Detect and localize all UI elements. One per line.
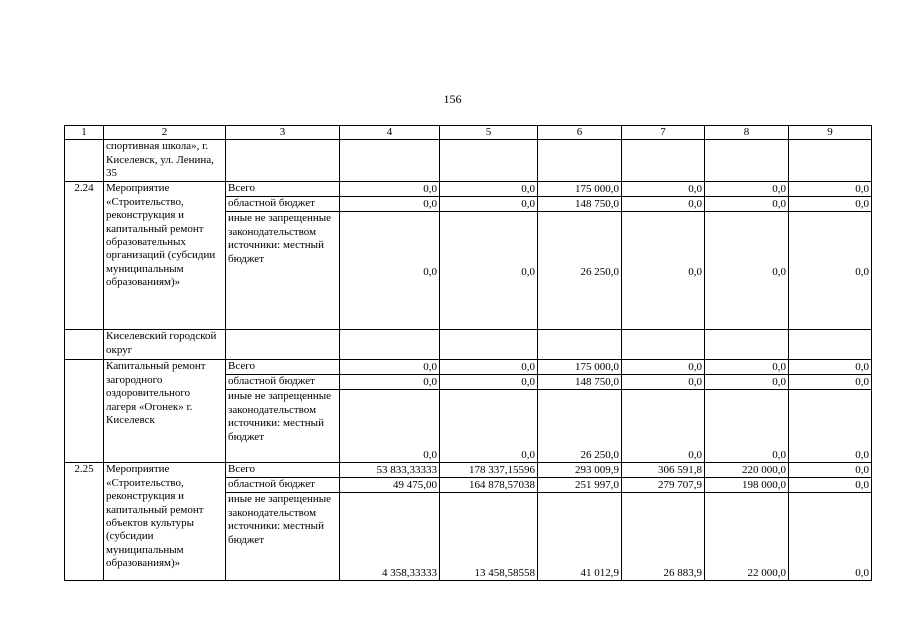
value-cell: 0,0 [705,212,789,330]
table-row [65,140,872,182]
funding-source-cell: Всего [226,360,340,375]
value-cell: 0,0 [340,390,440,463]
value-cell: 22 000,0 [705,493,789,581]
value-cell: 0,0 [789,375,872,390]
value-cell: 178 337,15596 [440,463,538,478]
value-cell: 251 997,0 [538,478,622,493]
value-cell: 0,0 [705,197,789,212]
value-cell: 0,0 [789,493,872,581]
table-cell [789,140,872,182]
budget-table [64,125,872,581]
value-cell: 279 707,9 [622,478,705,493]
value-cell: 0,0 [789,463,872,478]
value-cell: 293 009,9 [538,463,622,478]
funding-source-cell: иные не запрещенные законодательством источники: местный бюджет [226,390,340,463]
value-cell: 49 475,00 [340,478,440,493]
value-cell: 0,0 [340,182,440,197]
header-cell: 6 [538,126,622,140]
value-cell: 0,0 [340,197,440,212]
item-name-cell: Мероприятие «Строительство, реконструкция и капитальный ремонт объектов культуры (субсидии муниципальным образованиям)» [104,463,226,581]
index-cell [65,360,104,463]
table-cell [538,140,622,182]
index-cell: 2.25 [65,463,104,581]
value-cell: 0,0 [440,182,538,197]
header-cell: 7 [622,126,705,140]
value-cell: 4 358,33333 [340,493,440,581]
item-name-cell: Киселевский городской округ [104,330,226,360]
value-cell: 0,0 [789,478,872,493]
value-cell: 0,0 [440,390,538,463]
value-cell: 0,0 [622,375,705,390]
table-cell [538,330,622,360]
table-cell [705,330,789,360]
header-cell: 5 [440,126,538,140]
value-cell: 0,0 [705,375,789,390]
value-cell: 26 250,0 [538,390,622,463]
value-cell: 0,0 [340,360,440,375]
value-cell: 0,0 [440,360,538,375]
value-cell: 220 000,0 [705,463,789,478]
header-cell: 3 [226,126,340,140]
value-cell: 26 883,9 [622,493,705,581]
value-cell: 0,0 [440,197,538,212]
header-cell: 1 [65,126,104,140]
value-cell: 0,0 [622,197,705,212]
table-cell [622,140,705,182]
value-cell: 0,0 [440,212,538,330]
value-cell: 0,0 [440,375,538,390]
table-cell [440,140,538,182]
funding-source-cell: областной бюджет [226,375,340,390]
table-cell [705,140,789,182]
table-row [65,330,872,360]
funding-source-cell: Всего [226,182,340,197]
value-cell: 0,0 [789,390,872,463]
value-cell: 198 000,0 [705,478,789,493]
value-cell: 148 750,0 [538,197,622,212]
value-cell: 0,0 [705,360,789,375]
table-cell [226,330,340,360]
value-cell: 13 458,58558 [440,493,538,581]
value-cell: 0,0 [340,375,440,390]
value-cell: 0,0 [622,182,705,197]
table-row [65,360,872,375]
table-cell [440,330,538,360]
value-cell: 0,0 [622,390,705,463]
value-cell: 41 012,9 [538,493,622,581]
value-cell: 175 000,0 [538,182,622,197]
header-cell: 9 [789,126,872,140]
index-cell: 2.24 [65,182,104,330]
value-cell: 0,0 [789,212,872,330]
value-cell: 175 000,0 [538,360,622,375]
funding-source-cell: Всего [226,463,340,478]
index-cell [65,140,104,182]
table-cell [226,140,340,182]
funding-source-cell: иные не запрещенные законодательством источники: местный бюджет [226,493,340,581]
item-name-cell: Мероприятие «Строительство, реконструкция и капитальный ремонт образовательных организаций (субсидии муниципальным образованиям)» [104,182,226,330]
table-row [65,463,872,478]
value-cell: 0,0 [622,360,705,375]
value-cell: 0,0 [705,390,789,463]
funding-source-cell: областной бюджет [226,197,340,212]
value-cell: 0,0 [340,212,440,330]
value-cell: 53 833,33333 [340,463,440,478]
value-cell: 0,0 [789,182,872,197]
header-row [65,126,872,140]
table-cell [340,330,440,360]
index-cell [65,330,104,360]
table-cell [789,330,872,360]
header-cell: 8 [705,126,789,140]
funding-source-cell: иные не запрещенные законодательством источники: местный бюджет [226,212,340,330]
value-cell: 148 750,0 [538,375,622,390]
funding-source-cell: областной бюджет [226,478,340,493]
page-number: 156 [443,92,462,106]
value-cell: 26 250,0 [538,212,622,330]
value-cell: 0,0 [622,212,705,330]
header-cell: 4 [340,126,440,140]
table-cell [340,140,440,182]
item-name-cell: спортивная школа», г. Киселевск, ул. Ленина, 35 [104,140,226,182]
value-cell: 0,0 [705,182,789,197]
header-cell: 2 [104,126,226,140]
value-cell: 306 591,8 [622,463,705,478]
table-cell [622,330,705,360]
value-cell: 0,0 [789,360,872,375]
table-row [65,182,872,197]
value-cell: 164 878,57038 [440,478,538,493]
value-cell: 0,0 [789,197,872,212]
item-name-cell: Капитальный ремонт загородного оздоровительного лагеря «Огонек» г. Киселевск [104,360,226,463]
